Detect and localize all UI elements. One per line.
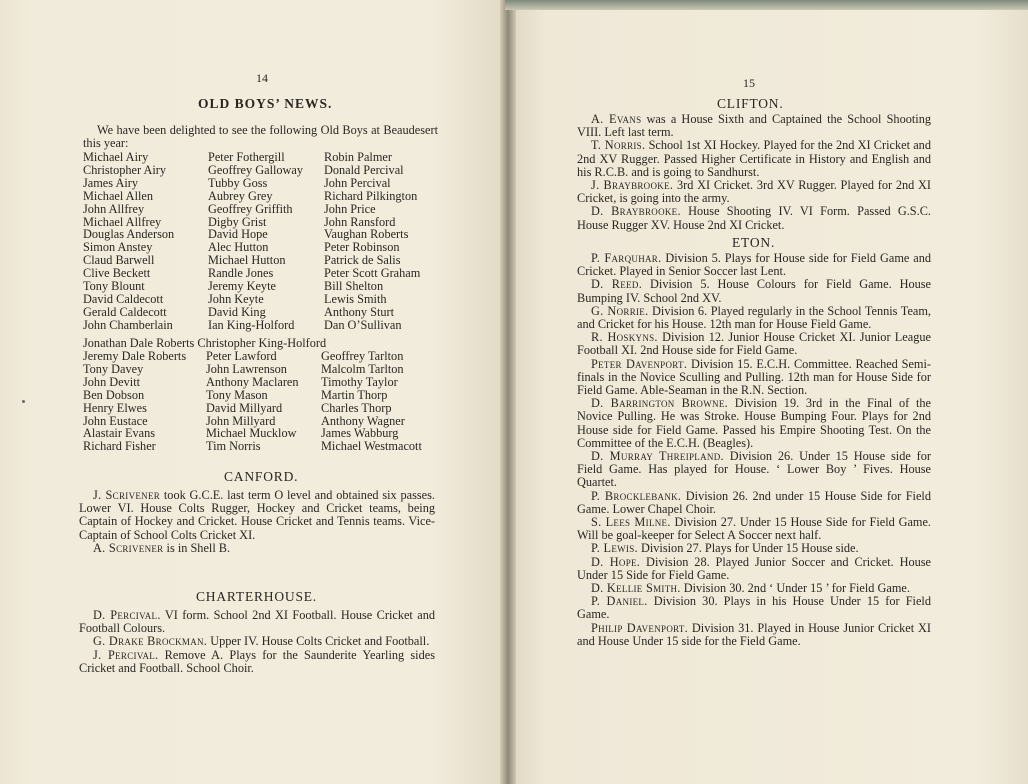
name-entry: Peter Lawford [206,349,277,363]
name-entry: Martin Thorp [321,387,388,402]
name-entry: John Eustace [83,413,148,428]
entry-text: Division 15. E.C.H. Committee. Reached Semi-finals in the Novice Sculling and Pulling. 12th man for House Side for Field Game. Able-Seaman in the R.N. Section. [577,356,931,398]
name-entry: Alastair Evans [83,426,156,441]
entry-name: D. Murray Threipland. [591,449,724,464]
name-entry: Richard Fisher [83,439,156,454]
name-entry: Anthony Sturt [324,304,395,319]
name-entry: Henry Elwes [83,400,147,415]
news-entry [577,205,931,231]
names-column-1 [83,151,174,332]
name-entry: John Allfrey [83,201,145,216]
paper-blemish [22,400,25,403]
name-entry: Douglas Anderson [83,227,175,242]
entry-name: P. Farquhar. [591,251,662,265]
name-entry: Peter Fothergill [208,150,285,164]
entry-name: R. Hoskyns. [591,330,658,345]
names-column-1b [83,350,186,453]
page-number: 14 [256,71,268,85]
cover-edge [505,0,1028,10]
section-heading-canford: CANFORD. [224,469,299,484]
entry-text: VI form. School 2nd XI Football. House Cricket and Football Colours. [79,608,435,636]
entry-text: Remove A. Plays for the Saunderite Yearling sides Cricket and Football. School Choir. [79,647,435,675]
names-column-3b [321,350,422,453]
entry-name: D. Hope. [591,554,641,569]
name-entry: Malcolm Tarlton [321,361,404,376]
name-entry: Peter Robinson [324,240,400,255]
name-entry: John Keyte [208,291,264,306]
entry-name: D. Percival. [93,608,161,622]
entry-text: Division 12. Junior House Cricket XI. Junior League Football XI. 2nd House side for Field Game. [577,330,931,358]
name-entry: David Millyard [206,400,283,415]
name-entry: John Millyard [206,413,276,428]
intro-paragraph: We have been delighted to see the following Old Boys at Beaudesert this year: [83,123,438,151]
entry-name: G. Drake Brockman. [93,634,208,649]
names-column-2 [208,151,303,332]
entry-name: J. Scrivener [93,488,161,502]
entry-text: Division 27. Plays for Under 15 House side. [637,541,859,556]
name-entry: Anthony Maclaren [206,374,299,389]
names-column-3 [324,151,420,332]
name-entry: Tim Norris [206,439,261,454]
entry-name: D. Reed. [591,277,643,292]
entry-text: Division 26. 2nd under 15 House Side for Field Game. Lower Chapel Choir. [577,488,931,516]
name-entry: Richard Pilkington [324,188,418,203]
news-entry [79,542,435,555]
news-entry [577,113,931,139]
news-entry [577,139,931,179]
news-entry [577,305,931,331]
page-title: OLD BOYS’ NEWS. [198,96,333,111]
entry-name: Philip Davenport. [591,620,689,635]
name-entry: Clive Beckett [83,266,151,281]
clifton-entries [577,113,931,232]
entry-text: 3rd XI Cricket. 3rd XV Rugger. Played for 2nd XI Cricket, is going into the army. [577,178,931,206]
name-entry: John Lawrenson [206,361,287,376]
name-entry: Bill Shelton [324,279,384,294]
news-entry [577,358,931,398]
news-entry [577,516,931,542]
entry-name: G. Norrie. [591,303,649,318]
book-gutter [500,0,516,784]
name-entry: David King [208,304,266,319]
entry-text: Division 19. 3rd in the Final of the Novice Pulling. He was Stroke. House Bumping Four. Plays for 2nd House side for Field Game. Passed his Empire Shooting Test. On the Committee of the E.C.H. (Beagles). [577,396,931,450]
name-entry: David Hope [208,227,268,242]
names-column-2b [206,350,299,453]
name-entry: John Ransford [324,214,396,229]
name-entry: Michael Airy [83,150,149,164]
entry-name: P. Lewis. [591,541,638,556]
news-entry [577,252,931,278]
news-entry [79,489,435,542]
name-entry: Geoffrey Griffith [208,201,293,216]
name-entry: Tony Mason [206,387,268,402]
entry-name: S. Lees Milne. [591,515,671,530]
name-entry: Lewis Smith [324,291,387,306]
entry-name: T. Norris. [591,138,646,153]
name-entry: James Airy [83,175,138,190]
name-entry: Claud Barwell [83,253,155,268]
name-entry: Geoffrey Tarlton [321,349,404,363]
name-entry: Peter Scott Graham [324,266,421,281]
name-entry: Robin Palmer [324,150,392,164]
entry-text: Division 5. House Colours for Field Game. House Bumping IV. School 2nd XV. [577,277,932,305]
name-entry: Charles Thorp [321,400,392,415]
name-entry: Ben Dobson [83,387,145,402]
name-entry: Anthony Wagner [321,413,405,428]
name-entry: David Caldecott [83,291,164,306]
name-entry: Patrick de Salis [324,253,401,268]
entry-name: P. Daniel. [591,594,648,609]
name-entry: Aubrey Grey [208,188,273,203]
name-entry: John Percival [324,175,391,190]
canford-entries [79,489,435,555]
news-entry [577,179,931,205]
names-wide-row [83,337,326,350]
entry-text: Division 31. Played in House Junior Cricket XI and House Under 15 side for the Field Game. [577,620,931,648]
news-entry [577,278,931,304]
name-entry: Randle Jones [208,266,274,281]
entry-text: House Shooting IV. VI Form. Passed G.S.C. House Rugger XV. House 2nd XI Cricket. [577,204,931,232]
name-entry: Michael Hutton [208,253,286,268]
eton-entries [577,252,931,648]
name-entry: Tony Blount [83,279,145,294]
name-entry: Tubby Goss [208,175,268,190]
entry-text: is in Shell B. [163,540,231,555]
name-entry: Jeremy Dale Roberts [83,349,187,363]
entry-text: Division 30. Plays in his House Under 15 for Field Game. [577,594,931,622]
news-entry [577,622,931,648]
news-entry [577,450,931,490]
news-entry [577,490,931,516]
entry-text: Division 26. Under 15 House side for Field Game. Has played for House. ‘ Lower Boy ’ Fives. House Quartet. [577,449,931,490]
name-entry: John Devitt [83,374,141,389]
left-page [0,0,506,784]
section-heading-charterhouse: CHARTERHOUSE. [196,589,317,604]
entry-text: School 1st XI Hockey. Played for the 2nd XI Cricket and 2nd XV Rugger. Passed Higher Certificate in History and English and his R.C.B. and is going to Sandhurst. [577,138,931,179]
entry-text: Division 28. Played Junior Soccer and Cricket. House Under 15 Side for Field Game. [577,554,931,582]
name-entry: John Price [324,201,376,216]
name-entry: Donald Percival [324,162,404,177]
news-entry [79,649,435,675]
entry-name: D. Barrington Browne. [591,396,728,411]
name-entry: John Chamberlain [83,317,173,332]
name-entry: Alec Hutton [208,240,269,255]
charterhouse-entries [79,609,435,675]
name-entry: Christopher Airy [83,162,166,177]
entry-name: A. Evans [591,112,642,126]
entry-text: Division 30. 2nd ‘ Under 15 ’ for Field Game. [680,581,910,596]
name-entry: Jonathan Dale Roberts Christopher King-Holford [83,336,327,350]
news-entry [577,397,931,450]
name-entry: Michael Westmacott [321,439,422,454]
name-entry: Vaughan Roberts [324,227,409,242]
page-number: 15 [743,76,755,90]
entry-name: Peter Davenport. [591,356,688,371]
name-entry: Tony Davey [83,361,144,376]
entry-name: P. Brocklebank. [591,488,682,503]
name-entry: Simon Anstey [83,240,153,255]
name-entry: Michael Mucklow [206,426,297,441]
name-entry: Ian King-Holford [208,317,295,332]
entry-text: Upper IV. House Colts Cricket and Football. [207,634,430,649]
name-entry: Geoffrey Galloway [208,162,304,177]
name-entry: Michael Allfrey [83,214,162,229]
name-entry: Timothy Taylor [321,374,398,389]
name-entry: Dan O’Sullivan [324,317,402,332]
entry-name: D. Kellie Smith. [591,581,681,596]
entry-text: Division 27. Under 15 House Side for Field Game. Will be goal-keeper for Select A Soccer next half. [577,515,932,543]
entry-name: D. Braybrooke. [591,204,681,219]
entry-name: A. Scrivener [93,540,164,555]
name-entry: James Wabburg [321,426,399,441]
name-entry: Digby Grist [208,214,267,229]
news-entry [577,556,931,582]
name-entry: Michael Allen [83,188,154,203]
entry-text: Division 5. Plays for House side for Field Game and Cricket. Played in Senior Soccer last Lent. [577,251,931,279]
news-entry [79,609,435,635]
section-heading-clifton: CLIFTON. [717,96,784,111]
right-page [510,0,1028,784]
entry-text: was a House Sixth and Captained the School Shooting VIII. Left last term. [577,112,931,140]
name-entry: Jeremy Keyte [208,279,276,294]
news-entry [577,331,931,357]
entry-name: J. Percival. [93,647,159,662]
entry-name: J. Braybrooke. [591,178,674,193]
entry-text: took G.C.E. last term O level and obtained six passes. Lower VI. House Colts Rugger, Hockey and Cricket teams, being Captain of Hockey and Cricket. House Cricket and Tennis teams. Vice-Captain of School Colts Cricket XI. [79,488,435,542]
entry-text: Division 6. Played regularly in the School Tennis Team, and Cricket for his House. 12th man for House Field Game. [577,303,931,332]
section-heading-eton: ETON. [732,235,776,250]
news-entry [577,595,931,621]
name-entry: Gerald Caldecott [83,304,167,319]
